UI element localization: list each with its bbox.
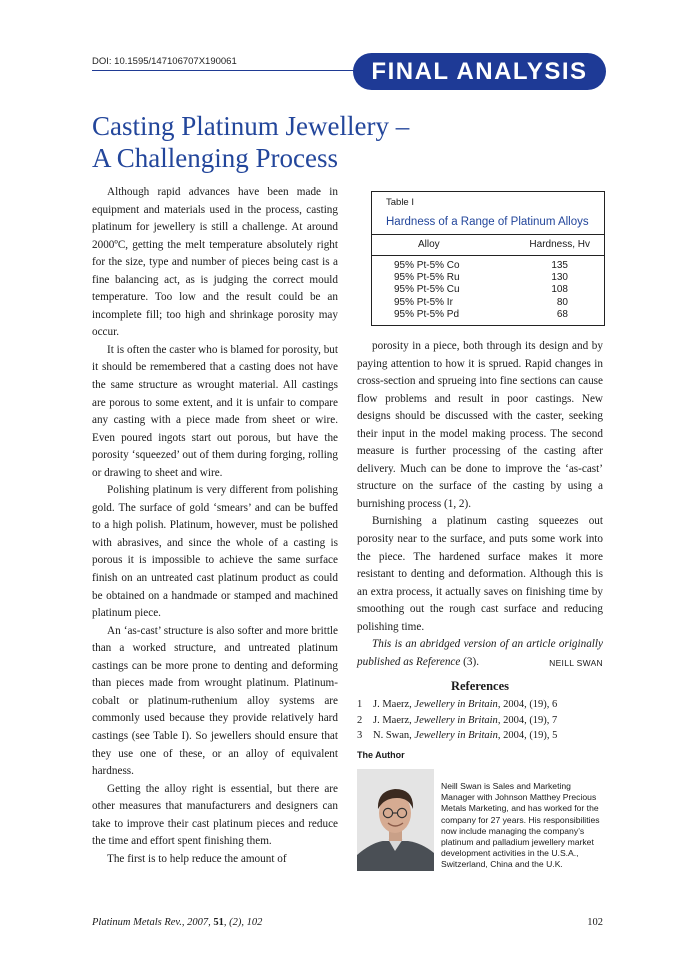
reference-item [357,728,603,744]
hardness-table [371,191,605,326]
table-row [372,272,604,284]
paragraph: Although rapid advances have been made in equipment and materials used in the process, casting platinum for jewellery is still a challenge. At around 2000ºC, getting the melt temperature absolutely right for the size, type and number of pieces being cast is a fine balancing act, as is judging the correct mould temperature. Too low and the result could be an incomplete fill; too high and shrinkage porosity may occur. [92,186,338,339]
paragraph: Polishing platinum is very different from polishing gold. The surface of gold ‘smears’ and can be buffed to a high polish. Platinum, however, must be polished with abrasives, and since the whole of a casting is porous it is impossible to achieve the same surface finish on an untreated cast platinum product as could be obtained on a handmade or stamped and machined platinum piece. [92,484,338,620]
page-number: 102 [587,917,603,928]
section-banner: FINAL ANALYSIS [353,53,606,90]
cell-hardness: 80 [556,296,568,308]
author-photo [357,769,434,871]
reference-journal: Jewellery in Britain [414,714,498,726]
reference-details: , 2004, (19), 5 [497,730,558,741]
reference-journal: Jewellery in Britain [414,699,498,710]
table-label: Table I [386,197,414,208]
header-rule [92,70,362,71]
references-heading: References [450,679,510,693]
table-row [372,297,604,309]
paragraph: The first is to help reduce the amount of [107,852,287,865]
cell-hardness: 68 [556,308,568,320]
cell-alloy: 95% Pt-5% Pd [394,308,460,320]
cell-alloy: 95% Pt-5% Cu [394,284,460,296]
table-row [372,309,604,321]
footer-citation-year: , 2007, [181,917,214,928]
table-divider [372,255,604,256]
footer-journal: Platinum Metals Rev. [92,917,182,928]
reference-number: 1 [357,699,363,710]
reference-authors: J. Maerz, [373,714,415,726]
reference-authors: J. Maerz, [373,699,415,710]
column-header-hardness: Hardness, Hv [529,239,590,250]
abridged-note-tail: (3). [460,655,479,668]
body-column-right [357,338,603,671]
reference-item [357,697,603,713]
cell-alloy: 95% Pt-5% Ru [394,272,460,284]
footer-volume: 51 [213,917,224,928]
paragraph: Burnishing a platinum casting squeezes out porosity near to the surface, and puts some work into the piece. The hardened surface makes it more resistant to denting and deformation. Although this is an extra process, it actually saves on finishing time by smoothing out the rough cast surface and reducing polishing time. [357,515,603,633]
paragraph: An ‘as-cast’ structure is also softer and more brittle than a worked structure, and untreated platinum castings can be more prone to denting and deforming than pieces made from wrought platinum. Platinum-cobalt or platinum-ruthenium alloy systems are commonly used because they provide relatively hard castings (see Table I). So jewellers should ensure that they use one of these, or an alloy of equivalent hardness. [92,624,338,778]
paragraph: Getting the alloy right is essential, but there are other measures that manufacturers and designers can take to improve their cast platinum pieces and reduce the time and effort spent finishing them. [92,782,338,848]
cell-hardness: 130 [551,272,568,284]
article-title [92,110,409,174]
article-title-line-2: A Challenging Process [92,143,338,173]
reference-details: , 2004, (19), 7 [497,714,558,726]
table-body [372,260,604,321]
body-column-left [92,184,338,868]
reference-journal: Jewellery in Britain [414,730,498,741]
cell-alloy: 95% Pt-5% Ir [394,296,453,308]
footer-citation [92,917,262,928]
reference-details: , 2004, (19), 6 [497,699,558,710]
reference-authors: N. Swan, [373,730,415,741]
author-bio: Neill Swan is Sales and Marketing Manager with Johnson Matthey Precious Metals Marketing, and has worked for the company for 27 years. His responsibilities now include managing the company’s platinum and palladium jewellery market development activities in the U.S.A., Switzerland, China and the U.K. [441,781,600,870]
author-portrait-icon [357,769,434,871]
author-heading: The Author [357,750,405,760]
author-signature: NEILL SWAN [549,658,603,668]
paragraph: porosity in a piece, both through its design and by paying attention to how it is sprued. Rapid changes in cross-section and sprueing into fine sections can cause flow problems and result in poor castings. New designs should be discussed with the caster, seeking their input in the model making process. The second measure is further processing of the casting after delivery. Much can be done to improve the ‘as-cast’ structure on the surface of the casting by using a burnishing process (1, 2). [357,340,603,510]
cell-hardness: 135 [551,260,568,271]
reference-number: 3 [357,730,363,741]
table-row [372,284,604,296]
references-list [357,697,603,744]
column-header-alloy: Alloy [418,239,440,250]
table-row [372,260,604,272]
footer-citation-issue: , (2), 102 [223,917,263,928]
cell-alloy: 95% Pt-5% Co [394,260,460,271]
article-title-line-1: Casting Platinum Jewellery – [92,111,410,141]
reference-number: 2 [357,714,363,726]
cell-hardness: 108 [551,284,568,296]
table-caption: Hardness of a Range of Platinum Alloys [386,216,589,228]
paragraph: It is often the caster who is blamed for porosity, but it should be remembered that a casting does not have the same structure as wrought material. All castings are porous to some extent, and it is unfair to compare any casting with a piece made from sheet or wire. Even poured ingots start out porous, but have the porosity ‘squeezed’ out of them during forging, rolling or drawing to sheet and wire. [92,343,338,479]
reference-item [357,713,603,729]
abridged-note-italic: This is an abridged version of an article originally published as Reference [357,638,603,668]
table-divider [372,234,604,235]
doi-label: DOI: 10.1595/147106707X190061 [92,56,237,67]
